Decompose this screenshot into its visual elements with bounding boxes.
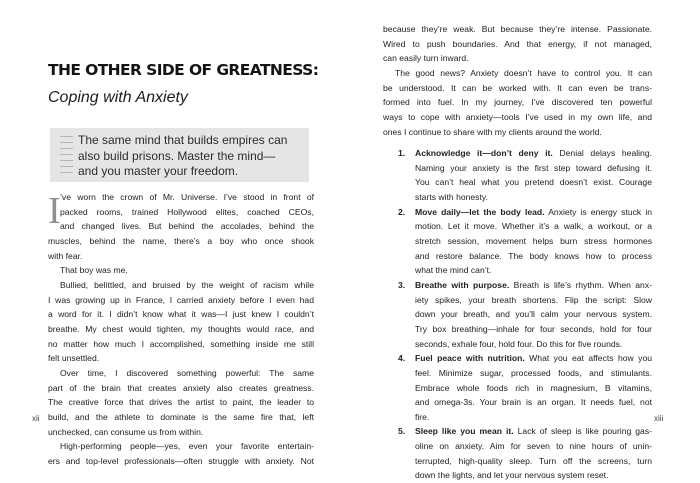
text-line: unchecked, can consume us from within. (48, 426, 204, 437)
right-body-text (383, 22, 652, 139)
list-item (398, 146, 652, 205)
list-item (398, 351, 652, 424)
text-line: fire. (415, 411, 430, 422)
list-item-body (415, 278, 652, 351)
text-line: ’ve worn the crown of Mr. Universe. I’ve stood in front of (60, 192, 314, 202)
text-line: Embrace whole foods rich in magnesium, B vitamins, (415, 382, 652, 393)
text-fragment: Breath is life’s rhythm. When anx- (509, 279, 652, 290)
list-item (398, 278, 652, 351)
text-line (415, 205, 652, 220)
text-line: packed rooms, trained Hollywood elites, coached CEOs, (60, 206, 314, 217)
text-line: down the lights, and let your nervous system reset. (415, 470, 609, 481)
list-item (398, 424, 652, 483)
text-line: terrupted, high-quality sleep. Turn off the screens, turn (415, 455, 652, 466)
text-line (415, 146, 652, 161)
coping-tips-list (398, 146, 652, 483)
pull-quote-text (78, 133, 287, 180)
text-line: what the mind can’t. (415, 265, 492, 276)
pull-quote-rule (60, 148, 73, 149)
text-line: and changed lives. But behind the accolades, behind the (60, 221, 314, 232)
right-page (350, 0, 700, 481)
text-line: Over time, I discovered something powerful: The same (60, 367, 314, 378)
text-line: oline on anxiety. Aim for seven to nine hours of unin- (415, 441, 652, 452)
list-item-number: 5. (398, 426, 406, 437)
list-item-number: 1. (398, 148, 406, 158)
text-line: muscles, behind the name, there’s a boy who once shook (48, 235, 314, 246)
text-line: High-performing people—yes, even your favorite entertain- (60, 441, 314, 452)
text-line (415, 351, 652, 366)
text-fragment: What you eat affects how you (524, 353, 652, 364)
pull-quote-rule (60, 154, 73, 155)
text-line: Bullied, belittled, and bruised by the weight of racism while (60, 279, 314, 290)
text-line: That boy was me. (60, 265, 128, 276)
list-item-body (415, 351, 652, 424)
text-line: ers and top-level professionals—often struggle with anxiety. Not (48, 455, 314, 466)
text-line: The creative force that drives the artist to paint, the leader to (48, 397, 314, 408)
text-line: The good news? Anxiety doesn’t have to control you. It can (395, 67, 652, 78)
text-line: build, and the athlete to dominate is the same fire that, left (48, 411, 314, 422)
tip-title: Move daily—let the body lead. (415, 206, 545, 217)
list-item-number: 4. (398, 353, 406, 364)
pull-quote-rule (60, 136, 73, 137)
pull-quote-rule (60, 142, 73, 143)
list-item-body (415, 205, 652, 278)
chapter-title: THE OTHER SIDE OF GREATNESS: (48, 61, 319, 79)
text-line: a word for it. I didn’t know what it was—I just knew I couldn’t (48, 309, 314, 320)
text-line: Naming your anxiety is the first step toward defusing it. (415, 162, 652, 173)
text-line: formed into fuel. In my journey, I’ve discovered ten powerful (383, 97, 652, 108)
list-item-number: 3. (398, 279, 406, 290)
text-fragment: Anxiety is energy stuck in (544, 206, 653, 217)
text-line: down your breath, and you’ll calm your nervous system. (415, 309, 652, 320)
text-line: breathe. My chest would tighten, my thoughts would race, and (48, 323, 314, 334)
text-line: ways to cope with anxiety—tools I’ve used in my own life, and (383, 111, 652, 122)
text-line: ones I continue to share with my clients around the world. (383, 126, 602, 137)
left-body-text (48, 190, 314, 468)
text-line: I was growing up in France, I carried anxiety before I even had (48, 294, 314, 305)
pull-quote-rule (60, 172, 73, 173)
text-line: feel. Minimize sugar, processed foods, and stimulants. (415, 367, 652, 378)
text-line: stretch session, movement helps burn stress hormones (415, 235, 652, 246)
pull-quote-line: and you master your freedom. (78, 164, 239, 178)
text-line: with fear. (48, 250, 83, 261)
drop-cap: I (48, 190, 61, 232)
left-page (0, 0, 350, 477)
pull-quote-line: also build prisons. Master the mind— (78, 148, 276, 163)
text-line: and restore balance. The body knows how to process (415, 250, 652, 261)
page-number-left: xii (32, 414, 40, 423)
text-line: motion. Let it move. Whether it’s a walk, a workout, or a (415, 221, 652, 232)
pull-quote-rule (60, 160, 73, 161)
tip-title: Sleep like you mean it. (415, 426, 514, 437)
tip-title: Acknowledge it—don’t deny it. (415, 148, 553, 158)
list-item (398, 205, 652, 278)
text-line: iety spikes, your breath shortens. Flip the script: Slow (415, 294, 652, 305)
text-line: Wired to push boundaries. And that energy, if not managed, (383, 38, 652, 49)
text-line: You can’t heal what you pretend doesn’t exist. Courage (415, 177, 652, 188)
text-fragment: Denial delays healing. (552, 148, 652, 158)
text-line (415, 424, 652, 439)
list-item-body (415, 146, 652, 205)
pull-quote-rule (60, 166, 73, 167)
text-line: seconds, exhale four, hold four. Do this for five rounds. (415, 338, 623, 349)
list-item-body (415, 424, 652, 483)
text-line: can easily turn inward. (383, 53, 469, 64)
text-line: no matter how much I accomplished, something inside me still (48, 338, 314, 349)
list-item-number: 2. (398, 206, 406, 217)
text-line: part of the brain that creates anxiety also creates greatness. (48, 382, 314, 393)
page-number-right: xiii (654, 414, 664, 423)
tip-title: Breathe with purpose. (415, 279, 510, 290)
drop-cap-paragraph (48, 190, 314, 234)
text-line: Try box breathing—inhale for four seconds, hold for four (415, 323, 652, 334)
text-line: starts with honesty. (415, 191, 488, 202)
text-line: because they’re weak. But because they’re intense. Passionate. (383, 24, 652, 34)
chapter-subtitle: Coping with Anxiety (48, 89, 188, 106)
text-line: and omega-3s. Your brain is an organ. It needs fuel, not (415, 397, 652, 408)
text-line (415, 278, 652, 293)
pull-quote-box (50, 128, 309, 182)
text-fragment: Lack of sleep is like pouring gas- (513, 426, 652, 437)
tip-title: Fuel peace with nutrition. (415, 353, 525, 364)
text-line: felt unsettled. (48, 353, 100, 364)
pull-quote-line: The same mind that builds empires can (78, 133, 288, 147)
text-line: be understood. It can be worked with. It can even be trans- (383, 82, 652, 93)
